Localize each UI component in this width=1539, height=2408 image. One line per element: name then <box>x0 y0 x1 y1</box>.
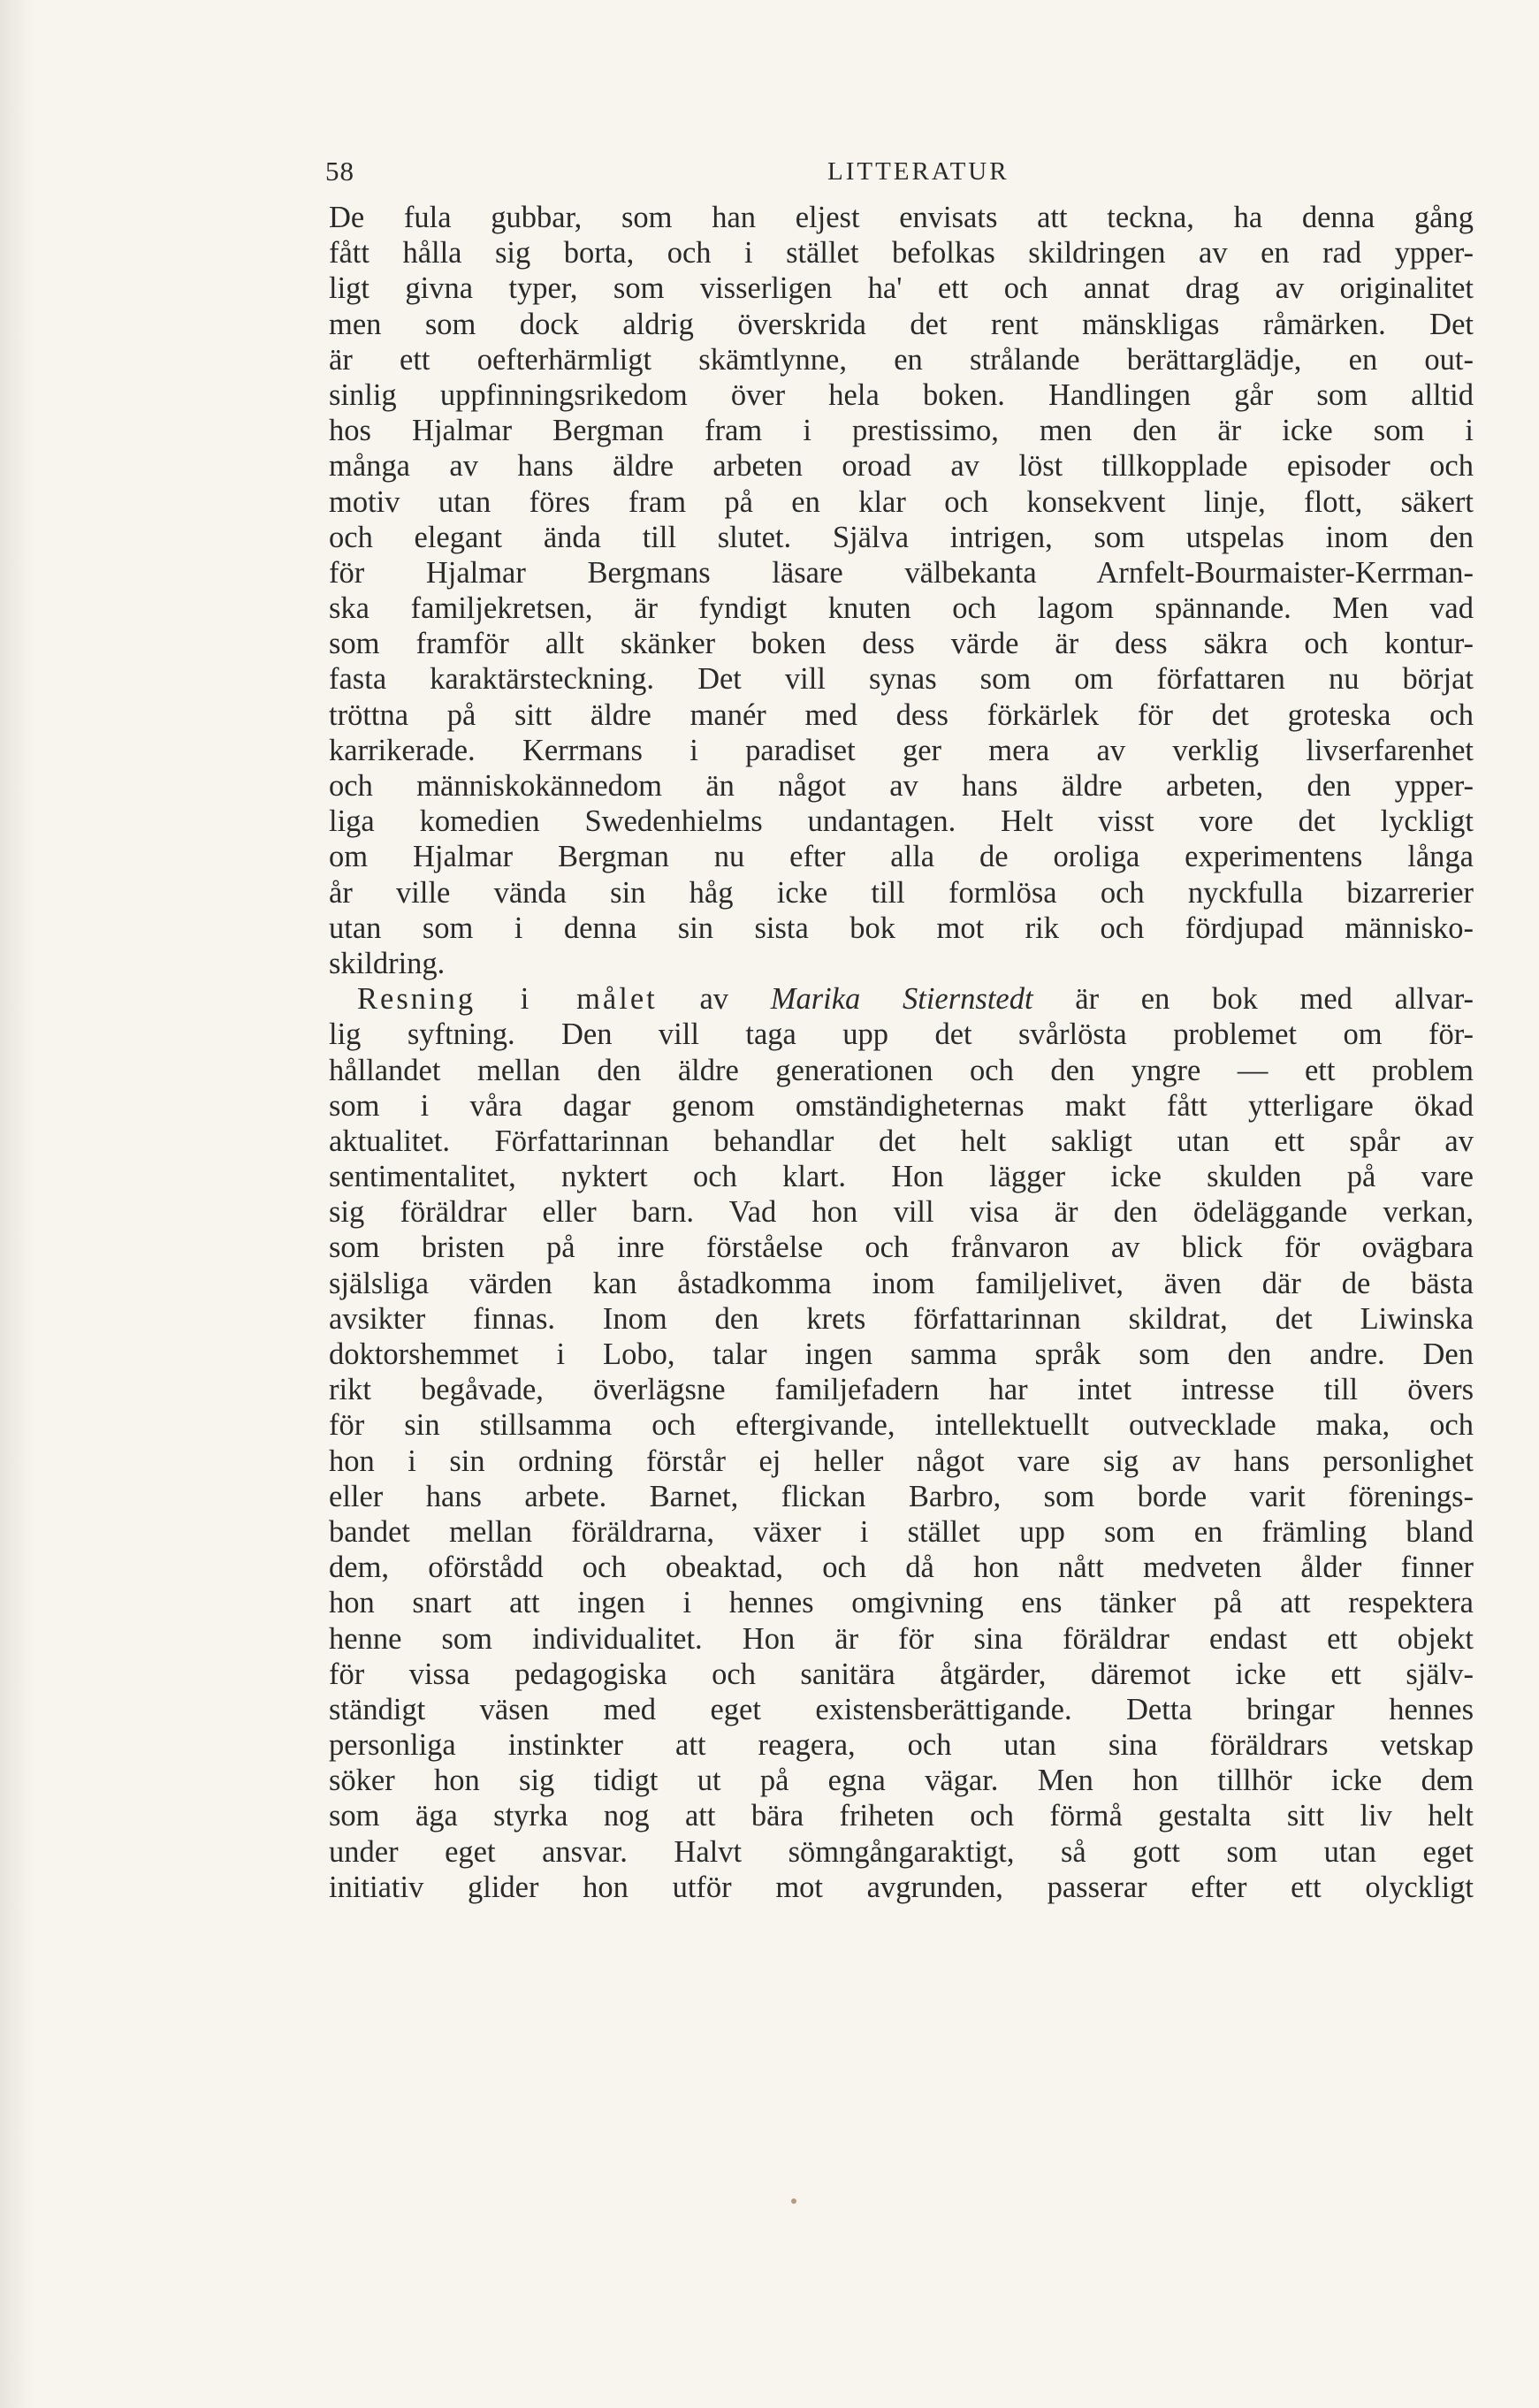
author-name: Marika Stiernstedt <box>770 982 1033 1017</box>
text-line: henne som individualitet. Hon är för sina föräldrar endast ett objekt <box>329 1621 1474 1656</box>
paragraph-2 <box>329 981 1474 1905</box>
text-line: hon snart att ingen i hennes omgivning ens tänker på att respektera <box>329 1586 1474 1620</box>
text-line: om Hjalmar Bergman nu efter alla de oroliga experimentens långa <box>329 840 1474 874</box>
text-line: för vissa pedagogiska och sanitära åtgärder, däremot icke ett själv- <box>329 1657 1474 1691</box>
text-line: karrikerade. Kerrmans i paradiset ger mera av verklig livserfarenhet <box>329 733 1474 767</box>
text-line: söker hon sig tidigt ut på egna vägar. Men hon tillhör icke dem <box>329 1764 1474 1798</box>
text-line: skildring. <box>329 946 446 980</box>
text-line: och människokännedom än något av hans äldre arbeten, den ypper- <box>329 769 1474 803</box>
book-title: Resning i målet <box>357 982 658 1017</box>
page-header <box>325 156 1474 200</box>
page-number: 58 <box>325 156 354 187</box>
text-line-first <box>329 981 1474 1017</box>
text-line: är ett oefterhärmligt skämtlynne, en strålande berättarglädje, en out- <box>329 342 1474 377</box>
text-line: som framför allt skänker boken dess värde är dess säkra och kontur- <box>329 627 1474 661</box>
text-line: fasta karaktärsteckning. Det vill synas som om författaren nu börjat <box>329 662 1474 697</box>
text-line: själsliga värden kan åstadkomma inom familjelivet, även där de bästa <box>329 1266 1474 1300</box>
text-line: under eget ansvar. Halvt sömngångaraktigt, så gott som utan eget <box>329 1834 1474 1869</box>
paragraph-1 <box>329 200 1474 981</box>
text-line: sentimentalitet, nyktert och klart. Hon lägger icke skulden på vare <box>329 1160 1474 1194</box>
text-line: motiv utan föres fram på en klar och konsekvent linje, flott, säkert <box>329 484 1474 519</box>
text-line: hon i sin ordning förstår ej heller något vare sig av hans personlighet <box>329 1444 1474 1478</box>
text-line: för Hjalmar Bergmans läsare välbekanta Arnfelt-Bourmaister-Kerrman- <box>329 555 1474 590</box>
text-line: dem, oförstådd och obeaktad, och då hon nått medveten ålder finner <box>329 1551 1474 1585</box>
body-text <box>329 200 1474 1905</box>
text-line: lig syftning. Den vill taga upp det svårlösta problemet om för- <box>329 1017 1474 1052</box>
text-line: sig föräldrar eller barn. Vad hon vill visa är den ödeläggande verkan, <box>329 1195 1474 1230</box>
text-line: initiativ glider hon utför mot avgrunden, passerar efter ett olyckligt <box>329 1870 1474 1904</box>
text-line: rikt begåvade, överlägsne familjefadern har intet intresse till övers <box>329 1373 1474 1407</box>
text-line: avsikter finnas. Inom den krets författarinnan skildrat, det Liwinska <box>329 1301 1474 1336</box>
running-head: LITTERATUR <box>827 157 1009 186</box>
text-line: hos Hjalmar Bergman fram i prestissimo, men den är icke som i <box>329 414 1474 448</box>
text-line: aktualitet. Författarinnan behandlar det helt sakligt utan ett spår av <box>329 1124 1474 1158</box>
line-rest: är en bok med allvar- <box>1032 982 1474 1017</box>
text-line: sinlig uppfinningsrikedom över hela boken. Handlingen går som alltid <box>329 377 1474 412</box>
text-line: fått hålla sig borta, och i stället befolkas skildringen av en rad ypper- <box>329 236 1474 271</box>
text-line: doktorshemmet i Lobo, talar ingen samma språk som den andre. Den <box>329 1337 1474 1371</box>
text-line: som bristen på inre förståelse och frånvaron av blick för ovägbara <box>329 1231 1474 1265</box>
text-line: och elegant ända till slutet. Själva intrigen, som utspelas inom den <box>329 520 1474 554</box>
text-line: för sin stillsamma och eftergivande, intellektuellt outvecklade maka, och <box>329 1408 1474 1443</box>
connector-text: av <box>657 982 771 1017</box>
text-line: men som dock aldrig överskrida det rent mänskligas råmärken. Det <box>329 307 1474 341</box>
text-line: eller hans arbete. Barnet, flickan Barbro, som borde varit förenings- <box>329 1479 1474 1513</box>
text-line: många av hans äldre arbeten oroad av löst tillkopplade episoder och <box>329 449 1474 484</box>
text-line: personliga instinkter att reagera, och utan sina föräldrars vetskap <box>329 1728 1474 1763</box>
text-line: liga komedien Swedenhielms undantagen. Helt visst vore det lyckligt <box>329 804 1474 839</box>
text-line: som äga styrka nog att bära friheten och förmå gestalta sitt liv helt <box>329 1799 1474 1833</box>
text-line: år ville vända sin håg icke till formlösa och nyckfulla bizarrerier <box>329 875 1474 910</box>
text-line: som i våra dagar genom omständigheternas makt fått ytterligare ökad <box>329 1088 1474 1123</box>
text-line: bandet mellan föräldrarna, växer i stället upp som en främling bland <box>329 1514 1474 1549</box>
text-line: hållandet mellan den äldre generationen och den yngre — ett problem <box>329 1053 1474 1087</box>
ink-speck <box>791 2198 796 2204</box>
text-line: utan som i denna sin sista bok mot rik och fördjupad människo- <box>329 911 1474 945</box>
text-line: ska familjekretsen, är fyndigt knuten och lagom spännande. Men vad <box>329 591 1474 626</box>
text-line: tröttna på sitt äldre manér med dess förkärlek för det groteska och <box>329 697 1474 732</box>
text-line: De fula gubbar, som han eljest envisats att teckna, ha denna gång <box>329 201 1474 234</box>
text-line: ständigt väsen med eget existensberättigande. Detta bringar hennes <box>329 1692 1474 1726</box>
text-line: ligt givna typer, som visserligen ha' ett och annat drag av originalitet <box>329 271 1474 306</box>
page-gutter-shadow <box>0 0 34 2408</box>
